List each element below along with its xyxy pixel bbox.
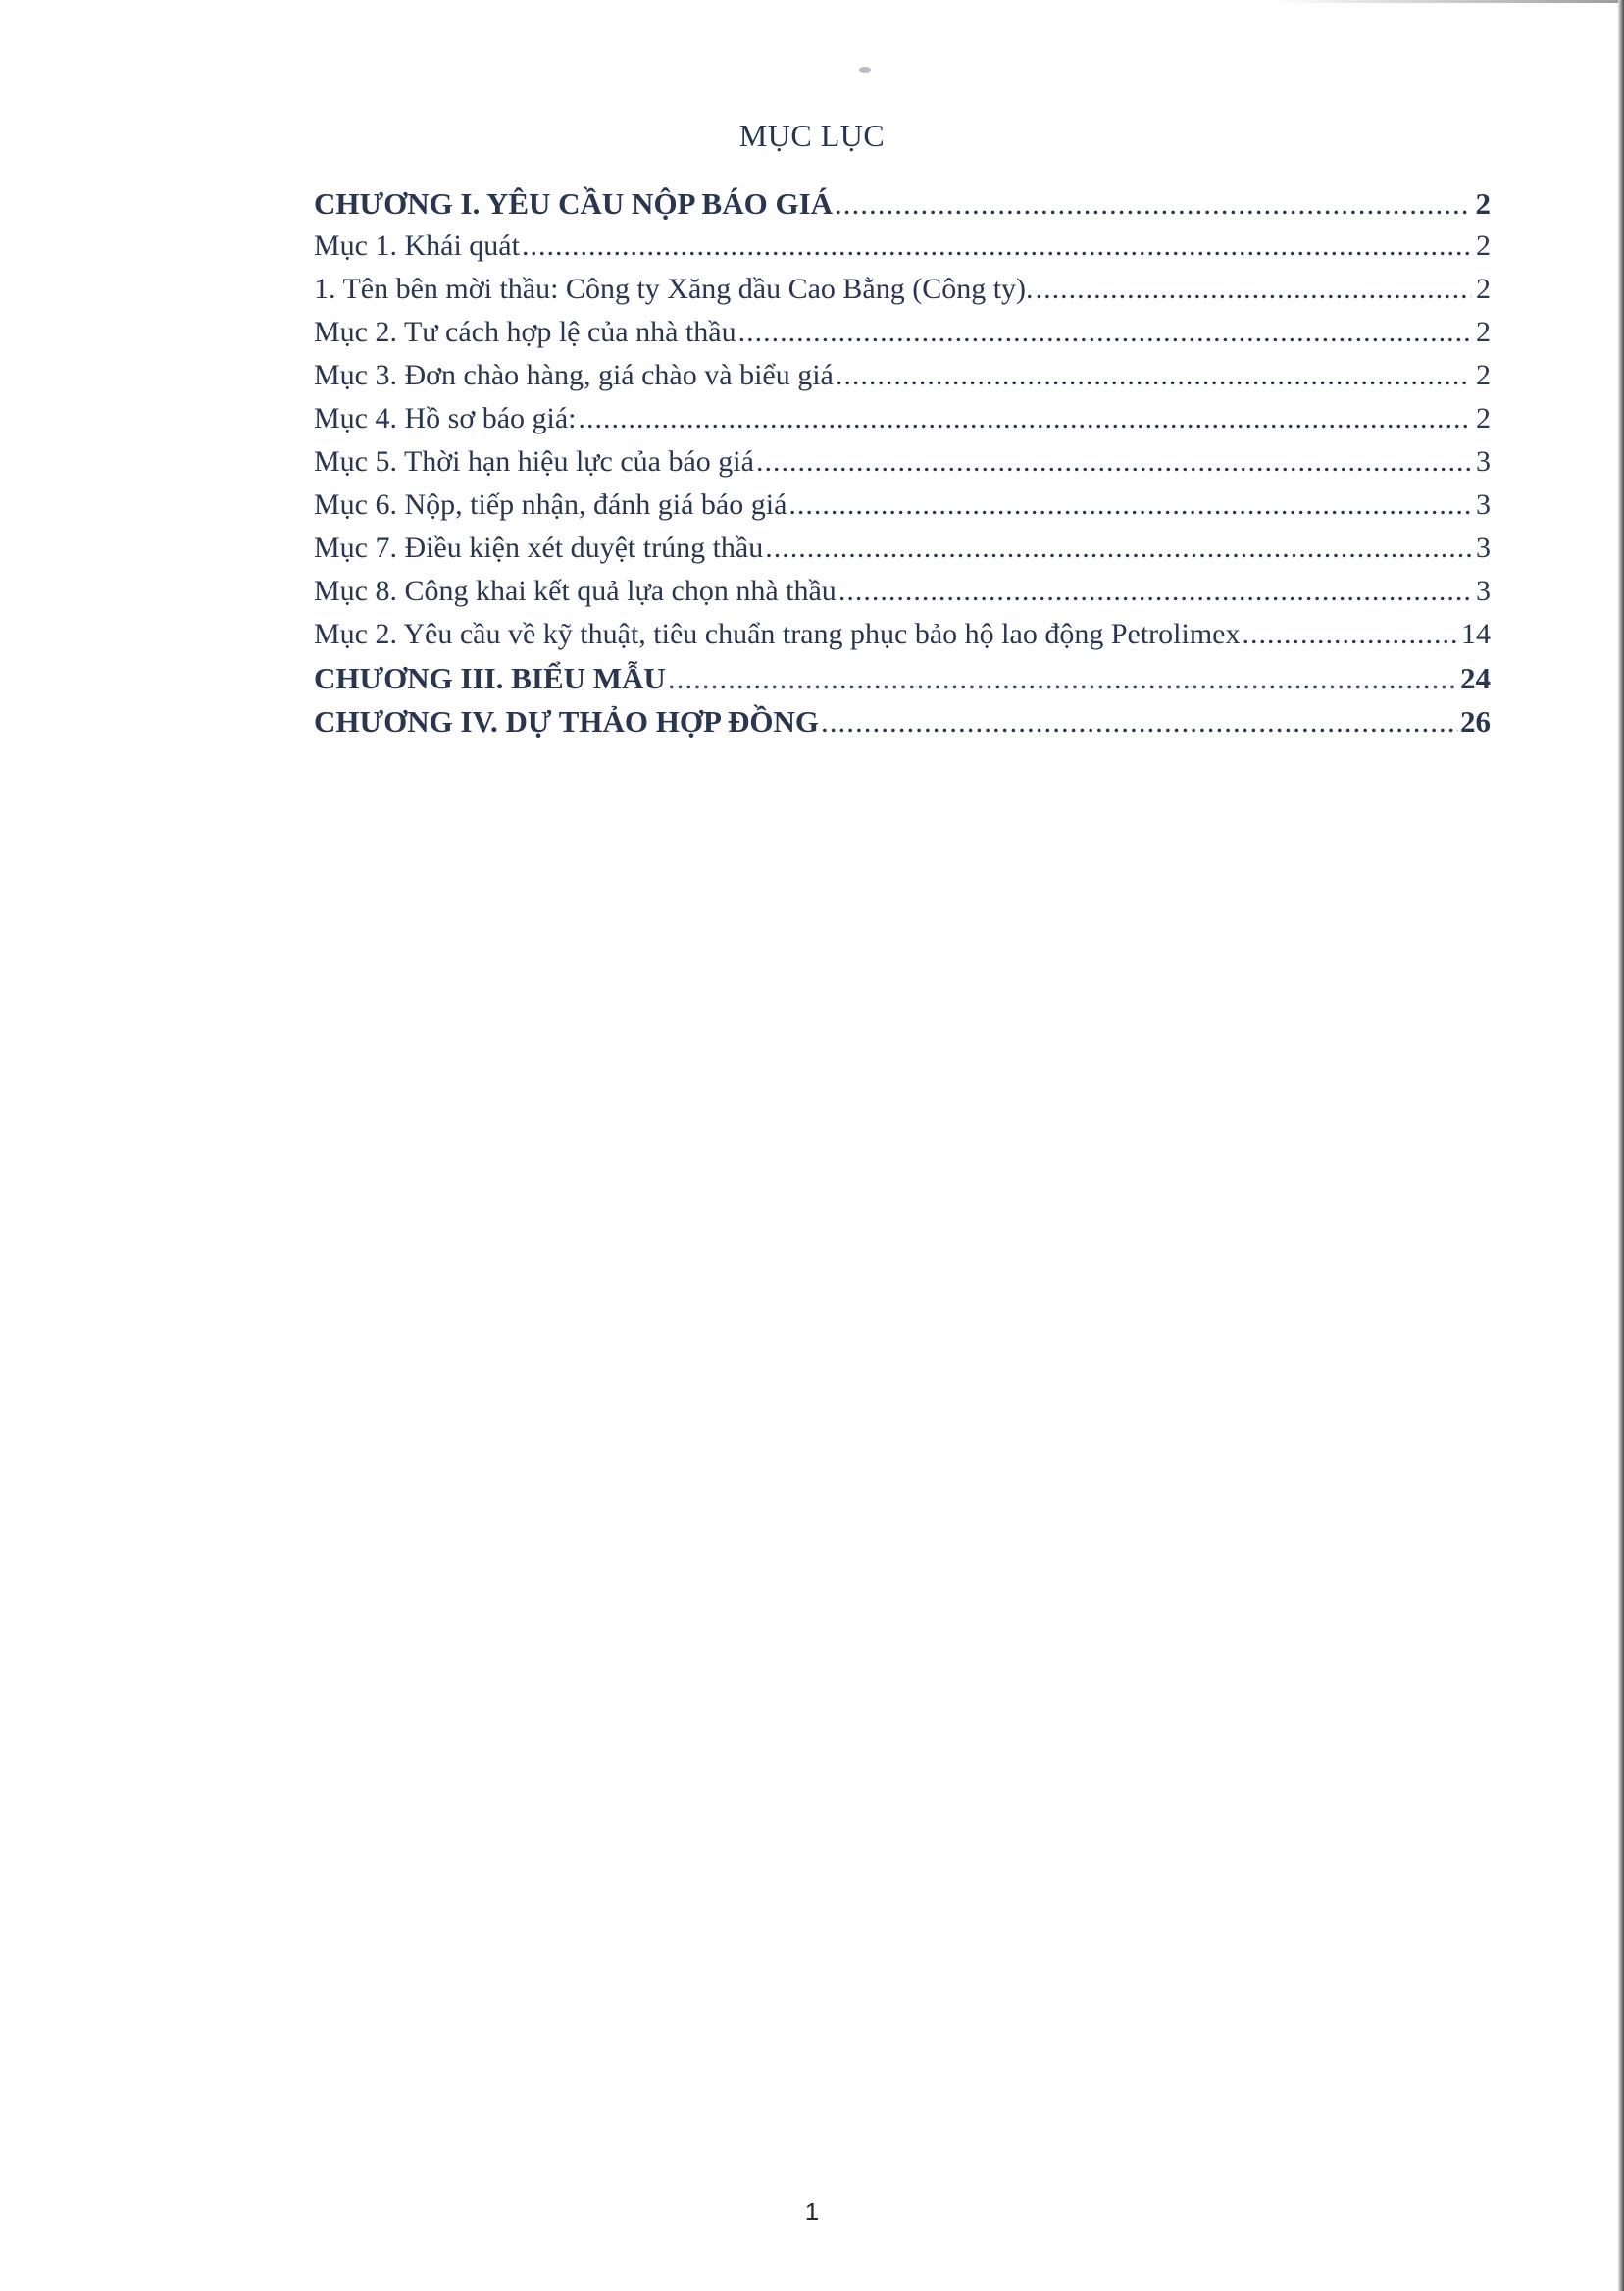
toc-entry-text: Mục 4. Hồ sơ báo giá: xyxy=(314,402,577,434)
toc-entry-page: 3 xyxy=(1476,488,1491,521)
toc-entry[interactable] xyxy=(314,445,1491,488)
toc-entry[interactable] xyxy=(314,532,1491,575)
toc-entry-text: Mục 2. Tư cách hợp lệ của nhà thầu xyxy=(314,316,736,348)
toc-entry[interactable] xyxy=(314,488,1491,532)
toc-entry-page: 2 xyxy=(1476,229,1491,262)
toc-entry[interactable] xyxy=(314,704,1491,747)
toc-leader-dots xyxy=(1242,618,1459,651)
toc-leader-dots xyxy=(838,575,1471,608)
toc-entry-text: CHƯƠNG III. BIỂU MẪU xyxy=(314,661,666,695)
toc-entry[interactable] xyxy=(314,273,1491,316)
toc-entry-text: Mục 5. Thời hạn hiệu lực của báo giá xyxy=(314,445,754,478)
toc-leader-dots xyxy=(1036,273,1471,306)
toc-entry-page: 2 xyxy=(1476,273,1491,305)
toc-title: MỤC LỤC xyxy=(738,118,886,153)
toc-entry-page: 3 xyxy=(1476,575,1491,607)
toc-entry-page: 3 xyxy=(1476,445,1491,478)
toc-entry-text: CHƯƠNG I. YÊU CẦU NỘP BÁO GIÁ xyxy=(314,186,834,221)
table-of-contents xyxy=(314,186,1491,747)
toc-entry-text: CHƯƠNG IV. DỰ THẢO HỢP ĐỒNG xyxy=(314,704,819,738)
toc-entry[interactable] xyxy=(314,661,1491,704)
toc-leader-dots xyxy=(821,704,1458,739)
toc-entry-text: Mục 2. Yêu cầu về kỹ thuật, tiêu chuẩn trang phục bảo hộ lao động Petrolimex xyxy=(314,618,1241,650)
toc-leader-dots xyxy=(579,402,1472,435)
toc-entry[interactable] xyxy=(314,402,1491,445)
scan-smudge xyxy=(859,67,871,73)
toc-leader-dots xyxy=(756,445,1471,479)
toc-leader-dots xyxy=(738,316,1471,349)
toc-entry-page: 2 xyxy=(1476,359,1491,391)
toc-entry[interactable] xyxy=(314,229,1491,273)
toc-entry-page: 14 xyxy=(1461,618,1491,650)
toc-entry[interactable] xyxy=(314,618,1491,661)
toc-leader-dots xyxy=(836,359,1471,392)
toc-entry-text: Mục 8. Công khai kết quả lựa chọn nhà thầu xyxy=(314,575,837,607)
toc-entry[interactable] xyxy=(314,575,1491,618)
toc-entry-text: Mục 1. Khái quát xyxy=(314,229,520,262)
toc-entry-page: 2 xyxy=(1476,316,1491,348)
toc-entry-page: 2 xyxy=(1476,402,1491,434)
toc-leader-dots xyxy=(765,532,1471,565)
toc-leader-dots xyxy=(788,488,1471,522)
toc-entry[interactable] xyxy=(314,316,1491,359)
scan-edge-top xyxy=(1275,0,1624,3)
scan-edge-right xyxy=(1618,0,1624,2291)
toc-entry-text: Mục 6. Nộp, tiếp nhận, đánh giá báo giá xyxy=(314,488,787,521)
toc-entry-page: 26 xyxy=(1460,704,1491,738)
toc-entry-page: 24 xyxy=(1460,661,1491,695)
toc-entry[interactable] xyxy=(314,186,1491,229)
toc-leader-dots xyxy=(668,661,1458,696)
toc-leader-dots xyxy=(522,229,1471,263)
toc-leader-dots xyxy=(835,186,1471,222)
page-number: 1 xyxy=(804,2197,820,2226)
toc-entry[interactable] xyxy=(314,359,1491,402)
toc-entry-page: 2 xyxy=(1475,186,1491,221)
toc-entry-page: 3 xyxy=(1476,532,1491,564)
toc-entry-text: Mục 3. Đơn chào hàng, giá chào và biểu giá xyxy=(314,359,834,391)
toc-entry-text: 1. Tên bên mời thầu: Công ty Xăng dầu Cao Bằng (Công ty). xyxy=(314,273,1034,305)
toc-entry-text: Mục 7. Điều kiện xét duyệt trúng thầu xyxy=(314,532,764,564)
